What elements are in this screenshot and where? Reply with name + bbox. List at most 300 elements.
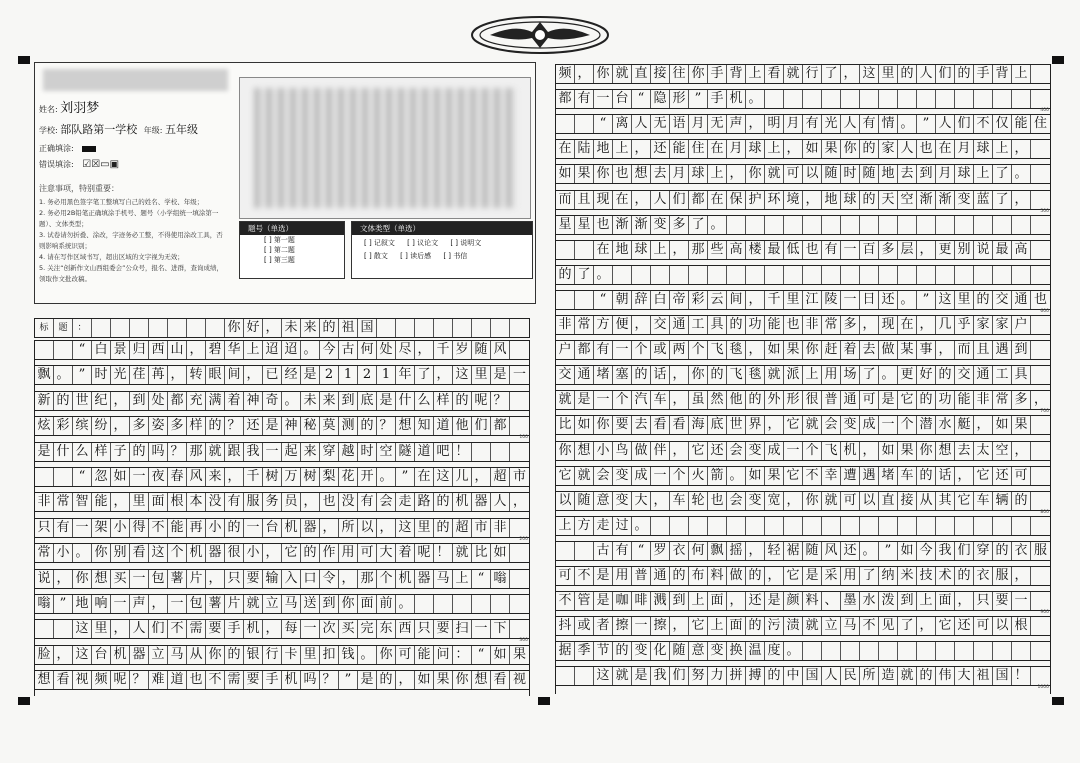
grid-cell: 他 [727,391,746,409]
grid-cell: 毯 [746,366,765,384]
grid-cell: 着 [396,544,415,562]
notes-title: 注意事项，特别重要： [39,184,119,193]
grid-cell [510,341,529,359]
grid-cell: 做 [727,567,746,585]
grid-row [35,492,529,512]
grid-cell: 机 [282,671,301,689]
genre-box [351,221,533,279]
grid-cell: ， [1012,140,1031,158]
grid-cell: 方 [575,517,594,535]
grid-cell: ， [1033,392,1047,408]
grid-cell: 小 [54,544,73,562]
grid-cell: 么 [415,392,434,410]
grid-cell: 有 [613,542,632,560]
grid-cell: 便 [613,316,632,334]
grid-cell [556,542,575,560]
grid-cell: 非 [556,316,575,334]
grid-cell [1031,642,1050,660]
grid-cell [746,517,765,535]
grid-cell: 会 [727,442,746,460]
grid-cell: 说 [35,570,54,588]
question-option[interactable]: [ ] 第一题 [264,236,295,244]
grid-cell: 。 [377,468,396,486]
grid-cell: 果 [765,467,784,485]
grid-cell: ， [860,442,879,460]
grid-cell [860,517,879,535]
grid-cell: 没 [206,493,225,511]
grid-row [35,442,529,462]
grid-cell: 超 [491,468,510,486]
grid-cell: 难 [149,671,168,689]
grid-cell: 渐 [632,216,651,234]
grid-cell: 能 [415,646,434,664]
grid-cell [784,266,803,284]
grid-cell: 到 [130,392,149,410]
grid-cell: 住 [1033,116,1047,132]
genre-option[interactable]: [ ] 议论文 [407,239,439,247]
grid-cell: 上 [708,617,727,635]
grid-cell: 走 [594,517,613,535]
grid-cell: 一 [130,570,149,588]
grid-row [35,518,529,538]
grid-cell: 风 [822,542,841,560]
grid-cell: 手 [708,65,727,83]
grid-cell: ！ [453,443,472,461]
grid-cell [1031,216,1050,234]
grid-cell: 超 [453,519,472,537]
grid-cell: 机 [111,646,130,664]
grid-cell: 路 [415,493,434,511]
grid-cell: 的 [130,443,149,461]
school-row [39,121,198,137]
grid-cell: 脸 [35,646,54,664]
grid-cell: 古 [594,542,613,560]
grid-cell: 梨 [320,468,339,486]
grid-cell: 采 [822,567,841,585]
grid-cell: 形 [670,90,689,108]
grid-cell: 间 [727,291,746,309]
grid-cell: ， [727,165,746,183]
grid-cell: 一 [130,468,149,486]
grid-cell: 。 [358,646,377,664]
grid-cell [130,319,149,337]
grid-cell [993,216,1012,234]
grid-cell: 地 [879,165,898,183]
grid-cell: 马 [841,617,860,635]
grid-cell: 境 [784,191,803,209]
grid-cell: 器 [301,519,320,537]
grid-cell: 一 [263,443,282,461]
grid-cell: 摇 [727,542,746,560]
grid-cell: ， [727,592,746,610]
grid-cell: 用 [339,544,358,562]
grid-cell: ” [917,291,936,309]
title-grid-row [35,318,529,338]
notes [39,183,229,285]
grid-cell [575,291,594,309]
grid-cell: 是 [35,443,54,461]
grid-cell: 一 [168,595,187,613]
grid-cell: 也 [613,165,632,183]
grid-cell: ， [955,467,974,485]
grid-cell: ， [1012,442,1031,460]
grid-cell: 在 [594,241,613,259]
grid-cell: 在 [613,191,632,209]
grid-cell: 也 [803,241,822,259]
grid-cell: 2 [358,366,377,384]
grid-row [556,190,1050,210]
grid-cell: 的 [206,417,225,435]
grid-cell: 个 [689,341,708,359]
grid-cell: 扫 [453,620,472,638]
grid-cell: 。 [73,544,92,562]
grid-cell: 飞 [822,442,841,460]
grid-cell: 多 [670,216,689,234]
grid-cell: ， [377,519,396,537]
grid-cell: 的 [1012,492,1031,510]
grid-cell: 的 [765,667,784,685]
grid-cell: 春 [168,468,187,486]
grid-cell: 看 [670,416,689,434]
grid-cell: 艇 [955,416,974,434]
grid-cell: 季 [575,642,594,660]
grid-cell: 今 [320,341,339,359]
grid-cell: ， [936,341,955,359]
grid-cell: 水 [936,416,955,434]
grid-cell: 轮 [689,492,708,510]
grid-cell: 车 [898,467,917,485]
grid-cell: 月 [784,115,803,133]
title-cell: 的 [320,319,339,337]
grid-cell: 上 [453,570,472,588]
grid-cell: 接 [898,492,917,510]
grid-cell [936,517,955,535]
grid-cell: 一 [73,519,92,537]
grid-cell: 汽 [632,391,651,409]
grid-cell: ， [784,140,803,158]
grid-cell: 都 [168,392,187,410]
grid-cell [575,241,594,259]
grid-cell: 们 [149,620,168,638]
grid-cell: 术 [936,567,955,585]
grid-cell: 渐 [936,191,955,209]
grid-cell: 它 [689,617,708,635]
grid-cell: 接 [651,65,670,83]
grid-cell: 面 [727,617,746,635]
genre-option[interactable]: [ ] 书信 [443,252,468,260]
grid-cell: 就 [575,467,594,485]
grid-cell: 每 [282,620,301,638]
grid-cell: 送 [301,595,320,613]
grid-cell: 工 [689,316,708,334]
grid-cell: 常 [822,316,841,334]
grid-cell: 彩 [689,291,708,309]
grade-label: 年级: [143,126,163,135]
grid-cell: 的 [225,646,244,664]
grid-cell: 你 [689,65,708,83]
grid-row [35,365,529,385]
grid-cell: 成 [765,442,784,460]
grid-cell: 只 [415,620,434,638]
grid-cell [841,517,860,535]
grid-cell: 的 [974,291,993,309]
grid-row [35,569,529,589]
grid-cell: 市 [472,519,491,537]
genre-option[interactable]: [ ] 说明文 [450,239,482,247]
grid-cell [1031,366,1050,384]
grid-cell: 你 [594,65,613,83]
grid-cell: 上 [613,140,632,158]
grid-cell: 可 [841,492,860,510]
grid-cell: 奇 [263,392,282,410]
grid-cell [841,266,860,284]
grid-cell [898,642,917,660]
grid-cell: 。 [746,90,765,108]
student-info-panel [34,62,536,304]
question-option[interactable]: [ ] 第三题 [264,256,295,264]
title-cell: 好 [244,319,263,337]
grid-cell: 包 [149,570,168,588]
grid-cell: 随 [575,492,594,510]
genre-option[interactable]: [ ] 读后感 [400,252,432,260]
grid-cell: 一 [784,442,803,460]
grid-cell: 还 [244,417,263,435]
grid-cell: 看 [130,544,149,562]
grid-cell: 们 [670,191,689,209]
grid-cell: 衣 [670,542,689,560]
grid-cell: 护 [746,191,765,209]
grid-cell: 非 [974,391,993,409]
grid-cell: 彩 [54,417,73,435]
grid-cell: 去 [651,165,670,183]
grid-cell: 某 [898,341,917,359]
grid-cell: 就 [803,416,822,434]
grid-cell: 上 [1012,65,1031,83]
grid-cell: 果 [512,646,526,662]
grid-cell: 。 [898,115,917,133]
grid-cell: 的 [955,65,974,83]
grid-cell: 有 [594,341,613,359]
grid-cell: 不 [206,671,225,689]
grid-cell: 场 [841,366,860,384]
grid-cell: 现 [594,191,613,209]
grid-cell: 可 [556,567,575,585]
grid-cell: 技 [917,567,936,585]
grid-cell: 人 [822,667,841,685]
grid-cell: 你 [803,492,822,510]
grid-cell: 荏 [130,366,149,384]
grid-cell: 到 [917,165,936,183]
grid-cell: ， [765,416,784,434]
grid-cell: 里 [472,366,491,384]
grid-cell: 低 [784,241,803,259]
grid-cell: 非 [803,316,822,334]
grid-cell: 了 [415,366,434,384]
grid-row [556,365,1050,385]
grid-cell: 要 [993,592,1012,610]
grid-cell: 户 [556,341,575,359]
grid-cell: 再 [187,519,206,537]
grid-cell: ， [111,620,130,638]
word-count-marker: 1000 [1037,685,1049,691]
grid-cell: 人 [917,65,936,83]
grid-cell: 人 [651,191,670,209]
grid-cell: 一 [111,595,130,613]
grid-cell: 通 [651,567,670,585]
grid-cell [993,266,1012,284]
grid-cell: 底 [358,392,377,410]
grid-cell: 多 [879,241,898,259]
question-option[interactable]: [ ] 第二题 [264,246,295,254]
grid-cell: 着 [225,392,244,410]
grid-cell: 非 [491,519,510,537]
grid-cell: 罗 [651,542,670,560]
grid-cell: 交 [556,366,575,384]
grid-cell: 上 [651,241,670,259]
grid-cell [54,468,73,486]
grid-cell: 迢 [263,341,282,359]
grid-cell: 朝 [613,291,632,309]
genre-option[interactable]: [ ] 记叙文 [364,239,395,247]
grid-cell: 扣 [320,646,339,664]
grid-cell [955,266,974,284]
grid-cell: 机 [727,90,746,108]
grid-cell: 你 [689,366,708,384]
grid-cell: 。 [282,392,301,410]
grid-cell [974,517,993,535]
grid-cell: 千 [434,341,453,359]
grid-cell: 面 [358,595,377,613]
grid-cell: 现 [879,316,898,334]
grid-cell: 这 [149,544,168,562]
grid-cell: 球 [955,165,974,183]
grid-cell: 你 [92,544,111,562]
grid-cell: 一 [841,291,860,309]
grid-cell: 民 [841,667,860,685]
grid-cell: 我 [244,443,263,461]
grid-cell: ， [1012,191,1031,209]
name-label: 姓名: [39,105,58,114]
grid-cell: 手 [263,671,282,689]
grid-row [556,390,1050,410]
grid-cell [556,667,575,685]
grid-cell: 我 [936,542,955,560]
grid-cell: 不 [860,617,879,635]
grid-cell [879,642,898,660]
grid-cell: 隐 [651,90,670,108]
note-item: 4. 请在写作区域书写，超出区域的文字视为无效； [39,253,184,261]
school-label: 学校: [39,126,58,135]
grid-cell: 伟 [936,667,955,685]
grid-cell [1012,216,1031,234]
title-cell: 你 [225,319,244,337]
grid-cell: 上 [974,165,993,183]
grid-cell: 者 [594,617,613,635]
grid-cell [841,216,860,234]
grid-cell: 果 [1012,416,1031,434]
grid-cell: 它 [784,467,803,485]
grid-cell: 一 [594,391,613,409]
grid-cell: ， [803,191,822,209]
grid-cell: 所 [860,667,879,685]
grid-cell: 变 [632,642,651,660]
grid-cell [917,517,936,535]
grid-row [556,114,1050,134]
title-cell: 未 [282,319,301,337]
grid-cell: 意 [689,642,708,660]
grid-cell: 人 [936,115,955,133]
grid-cell: 随 [822,165,841,183]
word-count-marker: 700 [1040,409,1049,415]
grid-cell: 上 [765,140,784,158]
grid-cell: 眼 [206,366,225,384]
grid-cell: ？ [130,671,149,689]
grid-cell: 你 [841,140,860,158]
grid-cell: ” [396,468,415,486]
grid-cell: ， [917,617,936,635]
grid-cell: 变 [841,416,860,434]
grid-cell: 景 [111,341,130,359]
grid-cell: 球 [841,191,860,209]
grid-cell: 要 [244,671,263,689]
grid-cell: 飞 [727,366,746,384]
grid-cell: 这 [73,620,92,638]
grid-cell: 上 [993,140,1012,158]
grid-cell: 到 [320,595,339,613]
grid-cell: 车 [670,492,689,510]
grid-cell [879,266,898,284]
grid-cell: 薯 [168,570,187,588]
grid-cell: 会 [594,467,613,485]
grade-value: 五年级 [165,123,199,136]
grid-cell: 秘 [301,417,320,435]
grid-cell: 这 [396,519,415,537]
grid-cell: 需 [187,620,206,638]
grid-cell: 搏 [746,667,765,685]
grid-cell [917,90,936,108]
grid-cell: “ [594,115,613,133]
grid-cell: 手 [974,65,993,83]
grid-cell: 星 [556,216,575,234]
grid-cell: 如 [879,442,898,460]
genre-option[interactable]: [ ] 散文 [364,252,388,260]
grid-cell: 具 [1012,366,1031,384]
grid-cell [651,266,670,284]
grid-cell: 变 [651,216,670,234]
grid-cell: 纷 [92,417,111,435]
grid-cell: 它 [898,391,917,409]
grid-cell: “ [472,570,491,588]
grid-cell: 的 [898,65,917,83]
grid-cell [1031,90,1050,108]
grid-cell [1012,90,1031,108]
grid-cell: 一 [244,519,263,537]
grid-cell: 是 [377,392,396,410]
grid-cell: 次 [320,620,339,638]
grid-cell: 溅 [651,592,670,610]
grid-cell: 一 [1012,592,1031,610]
grid-cell [689,266,708,284]
grid-cell: 多 [841,316,860,334]
grid-cell: 苒 [149,366,168,384]
grid-cell: 环 [765,191,784,209]
grid-cell [1031,165,1050,183]
grid-cell: 空 [377,443,396,461]
grid-cell: 里 [784,291,803,309]
grid-cell: ？ [225,417,244,435]
grid-cell: 到 [339,392,358,410]
grid-cell [860,90,879,108]
